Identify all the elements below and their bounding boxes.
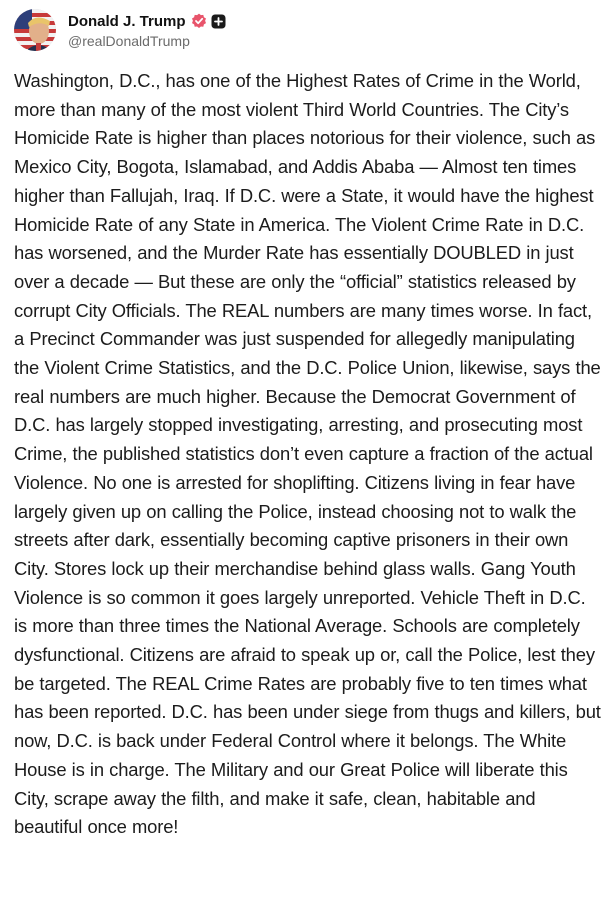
post-header <box>14 6 603 62</box>
verified-badge-icon <box>191 13 207 29</box>
name-row <box>68 11 226 31</box>
author-identity <box>68 11 226 49</box>
author-display-name[interactable]: Donald J. Trump <box>68 12 186 30</box>
avatar[interactable] <box>14 9 56 51</box>
post-body-text: Washington, D.C., has one of the Highest Rates of Crime in the World, more than many of the most violent Third World Countries. The City’s Homicide Rate is higher than places notorious for their violence, such as Mexico City, Bogota, Islamabad, and Addis Ababa — Almost ten times higher than Fallujah, Iraq. If D.C. were a State, it would have the highest Homicide Rate of any State in America. The Violent Crime Rate in D.C. has worsened, and the Murder Rate has essentially DOUBLED in just over a decade — But these are only the “official” statistics released by corrupt City Officials. The REAL numbers are many times worse. In fact, a Precinct Commander was just suspended for allegedly manipulating the Violent Crime Statistics, and the D.C. Police Union, likewise, says the real numbers are much higher. Because the Democrat Government of D.C. has largely stopped investigating, arresting, and prosecuting most Crime, the published statistics don’t even capture a fraction of the actual Violence. No one is arrested for shoplifting. Citizens living in fear have largely given up on calling the Police, instead choosing not to walk the streets after dark, essentially becoming captive prisoners in their own City. Stores lock up their merchandise behind glass walls. Gang Youth Violence is so common it goes largely unreported. Vehicle Theft in D.C. is more than three times the National Average. Schools are completely dysfunctional. Citizens are afraid to speak up or, call the Police, lest they be targeted. The REAL Crime Rates are probably five to ten times what has been reported. D.C. has been under siege from thugs and killers, but now, D.C. is back under Federal Control where it belongs. The White House is in charge. The Military and our Great Police will liberate this City, scrape away the filth, and make it safe, clean, habitable and beautiful once more! <box>14 70 601 838</box>
avatar-image <box>14 9 56 51</box>
plus-badge-icon <box>211 14 226 29</box>
author-handle[interactable]: @realDonaldTrump <box>68 33 190 49</box>
